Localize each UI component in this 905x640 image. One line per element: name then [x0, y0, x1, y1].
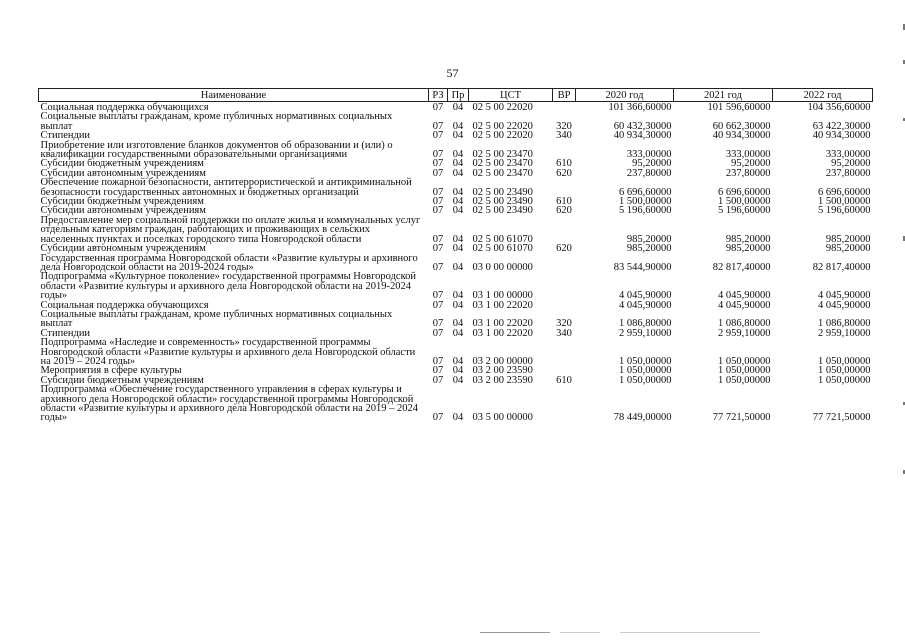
cell-pr: 04 — [452, 233, 464, 245]
cell-rz: 07 — [432, 205, 444, 217]
cell-vr: 610 — [556, 196, 572, 208]
cell-y2021: 237,80000 — [725, 167, 771, 179]
cell-pr: 04 — [452, 149, 464, 161]
cell-rz: 07 — [432, 374, 444, 386]
cell-rz: 07 — [432, 196, 444, 208]
cell-y2022: 4 045,90000 — [818, 290, 871, 302]
cell-vr: 620 — [556, 205, 572, 217]
table-row — [39, 112, 873, 131]
cell-pr: 04 — [452, 327, 464, 339]
cell-y2022: 5 196,60000 — [818, 205, 871, 217]
cell-rz: 07 — [432, 261, 444, 273]
table-row — [39, 385, 873, 423]
cell-vr: 620 — [556, 167, 572, 179]
cell-cst: 03 1 00 22020 — [472, 327, 533, 339]
cell-rz: 07 — [432, 167, 444, 179]
cell-cst: 02 5 00 23470 — [472, 167, 533, 179]
cell-pr: 04 — [452, 158, 464, 170]
cell-vr — [553, 301, 576, 310]
table-row — [39, 254, 873, 273]
header-name: Наименование — [39, 89, 429, 102]
cell-y2021: 40 934,30000 — [712, 130, 771, 142]
table-row — [39, 272, 873, 300]
table-row — [39, 141, 873, 160]
cell-y2021: 5 196,60000 — [718, 205, 771, 217]
cell-y2021: 77 721,50000 — [712, 412, 771, 424]
page-number: 57 — [446, 66, 459, 80]
cell-y2020: 333,00000 — [626, 149, 672, 161]
cell-vr — [553, 102, 576, 113]
cell-name: Субсидии автономным учреждениям — [40, 205, 206, 217]
cell-name: Социальная поддержка обучающихся — [40, 299, 209, 311]
header-2020: 2020 год — [576, 89, 674, 102]
cell-y2021: 333,00000 — [725, 149, 771, 161]
cell-cst: 02 5 00 22020 — [472, 130, 533, 142]
cell-y2020: 2 959,10000 — [619, 327, 672, 339]
cell-y2022: 1 050,00000 — [818, 365, 871, 377]
cell-y2022: 104 356,60000 — [807, 102, 871, 113]
table-header — [39, 89, 873, 102]
cell-y2022: 1 050,00000 — [818, 374, 871, 386]
cell-y2022: 95,20000 — [831, 158, 871, 170]
cell-y2022: 985,20000 — [825, 233, 871, 245]
cell-vr — [553, 385, 576, 423]
cell-y2022: 77 721,50000 — [812, 412, 871, 424]
cell-y2021: 60 662,30000 — [712, 120, 771, 132]
table-row — [39, 216, 873, 244]
cell-y2021: 1 086,80000 — [718, 318, 771, 330]
cell-y2020: 1 050,00000 — [619, 374, 672, 386]
cell-name: Социальные выплаты гражданам, кроме публичных нормативных социальных выплат — [40, 308, 393, 330]
cell-pr: 04 — [452, 412, 464, 424]
cell-y2020: 985,20000 — [626, 243, 672, 255]
cell-cst: 03 0 00 00000 — [472, 261, 533, 273]
cell-name: Подпрограмма «Обеспечение государственного управления в сферах культуры и архивного дела Новгородской области» государственной программы Новгородской области «Развитие культуры и архивного дела Новгородской области на 2019 – 2024 годы» — [40, 384, 418, 424]
cell-name: Стипендии — [40, 327, 91, 339]
cell-cst: 03 2 00 00000 — [472, 355, 533, 367]
cell-y2020: 78 449,00000 — [613, 412, 672, 424]
cell-pr: 04 — [452, 102, 464, 113]
header-cst: ЦСТ — [469, 89, 553, 102]
cell-y2020: 101 366,60000 — [608, 102, 672, 113]
cell-y2022: 6 696,60000 — [818, 186, 871, 198]
cell-y2021: 2 959,10000 — [718, 327, 771, 339]
cell-y2021: 4 045,90000 — [718, 299, 771, 311]
cell-name: Подпрограмма «Наследие и современность» государственной программы Новгородской области «Развитие культуры и архивного дела Новгородской области на 2019 – 2024 годы» — [40, 337, 416, 367]
cell-pr: 04 — [452, 374, 464, 386]
cell-cst: 02 5 00 23490 — [472, 205, 533, 217]
cell-rz: 07 — [432, 355, 444, 367]
cell-y2021: 95,20000 — [731, 158, 771, 170]
cell-y2020: 83 544,90000 — [613, 261, 672, 273]
cell-rz: 07 — [432, 412, 444, 424]
cell-rz: 07 — [432, 186, 444, 198]
cell-rz: 07 — [432, 158, 444, 170]
cell-y2020: 6 696,60000 — [619, 186, 672, 198]
table-row — [39, 178, 873, 197]
cell-y2022: 2 959,10000 — [818, 327, 871, 339]
header-2022: 2022 год — [773, 89, 873, 102]
cell-rz: 07 — [432, 149, 444, 161]
cell-pr: 04 — [452, 299, 464, 311]
cell-y2020: 1 050,00000 — [619, 355, 672, 367]
cell-y2021: 101 596,60000 — [707, 102, 771, 113]
cell-cst: 03 2 00 23590 — [472, 374, 533, 386]
cell-y2022: 82 817,40000 — [812, 261, 871, 273]
cell-pr: 04 — [452, 120, 464, 132]
cell-y2022: 4 045,90000 — [818, 299, 871, 311]
cell-name: Стипендии — [40, 130, 91, 142]
cell-name: Социальные выплаты гражданам, кроме публичных нормативных социальных выплат — [40, 111, 393, 132]
cell-y2022: 63 422,30000 — [812, 120, 871, 132]
cell-y2020: 1 086,80000 — [619, 318, 672, 330]
cell-y2021: 4 045,90000 — [718, 290, 771, 302]
cell-y2022: 333,00000 — [825, 149, 871, 161]
cell-cst: 03 2 00 23590 — [472, 365, 533, 377]
cell-cst: 03 1 00 22020 — [472, 299, 533, 311]
cell-vr — [553, 254, 576, 273]
cell-rz: 07 — [432, 290, 444, 302]
cell-y2021: 1 050,00000 — [718, 355, 771, 367]
cell-name: Обеспечение пожарной безопасности, антитеррористической и антикриминальной безопасности государственных автономных и бюджетных организаций — [40, 177, 412, 198]
cell-rz: 07 — [432, 299, 444, 311]
cell-y2021: 1 050,00000 — [718, 374, 771, 386]
cell-name: Мероприятия в сфере культуры — [40, 365, 182, 377]
cell-vr: 610 — [556, 158, 572, 170]
cell-pr: 04 — [452, 196, 464, 208]
cell-rz: 07 — [432, 120, 444, 132]
cell-cst: 03 1 00 00000 — [472, 290, 533, 302]
cell-y2021: 1 050,00000 — [718, 365, 771, 377]
cell-pr: 04 — [452, 290, 464, 302]
cell-vr — [553, 141, 576, 160]
header-rz: РЗ — [429, 89, 448, 102]
cell-name: Подпрограмма «Культурное поколение» государственной программы Новгородской области «Развитие культуры и архивного дела Новгородской области на 2019-2024 годы» — [40, 271, 417, 302]
cell-vr — [553, 178, 576, 197]
table-row — [39, 310, 873, 329]
cell-rz: 07 — [432, 102, 444, 113]
cell-pr: 04 — [452, 130, 464, 142]
cell-pr: 04 — [452, 261, 464, 273]
header-vr: ВР — [553, 89, 576, 102]
cell-name: Субсидии бюджетным учреждениям — [40, 158, 204, 170]
table-row — [39, 338, 873, 366]
cell-y2022: 985,20000 — [825, 243, 871, 255]
cell-cst: 03 1 00 22020 — [472, 318, 533, 330]
cell-y2020: 5 196,60000 — [619, 205, 672, 217]
cell-y2020: 40 934,30000 — [613, 130, 672, 142]
cell-y2022: 1 086,80000 — [818, 318, 871, 330]
cell-vr — [553, 216, 576, 244]
cell-cst: 02 5 00 22020 — [472, 102, 533, 113]
cell-cst: 02 5 00 23490 — [472, 186, 533, 198]
cell-y2021: 985,20000 — [725, 233, 771, 245]
cell-rz: 07 — [432, 327, 444, 339]
cell-vr — [553, 272, 576, 300]
cell-cst: 03 5 00 00000 — [472, 412, 533, 424]
cell-rz: 07 — [432, 130, 444, 142]
cell-pr: 04 — [452, 167, 464, 179]
budget-table — [38, 88, 873, 423]
cell-y2020: 95,20000 — [632, 158, 672, 170]
scan-bottom-line — [560, 632, 600, 633]
cell-vr: 320 — [556, 318, 572, 330]
cell-cst: 02 5 00 23470 — [472, 158, 533, 170]
cell-name: Приобретение или изготовление бланков документов об образовании и (или) о квалификации государственными образовательными организациями — [40, 139, 393, 161]
cell-name: Предоставление мер социальной поддержки по оплате жилья и коммунальных услуг отдельным категориям граждан, работающих и проживающих в сельских населенных пунктах и поселках городского типа Новгородской области — [40, 214, 421, 245]
cell-y2022: 40 934,30000 — [812, 130, 871, 142]
cell-y2021: 985,20000 — [725, 243, 771, 255]
cell-name: Государственная программа Новгородской области «Развитие культуры и архивного дела Новгородской области на 2019-2024 годы» — [40, 252, 418, 273]
cell-cst: 02 5 00 61070 — [472, 233, 533, 245]
cell-y2020: 1 500,00000 — [619, 196, 672, 208]
cell-vr: 340 — [556, 130, 572, 142]
cell-rz: 07 — [432, 233, 444, 245]
cell-y2020: 60 432,30000 — [613, 120, 672, 132]
cell-y2020: 237,80000 — [626, 167, 672, 179]
cell-pr: 04 — [452, 318, 464, 330]
cell-y2020: 4 045,90000 — [619, 299, 672, 311]
cell-rz: 07 — [432, 243, 444, 255]
cell-pr: 04 — [452, 205, 464, 217]
cell-pr: 04 — [452, 243, 464, 255]
header-pr: Пр — [448, 89, 469, 102]
cell-name: Субсидии бюджетным учреждениям — [40, 196, 204, 208]
cell-cst: 02 5 00 23470 — [472, 149, 533, 161]
cell-y2021: 82 817,40000 — [712, 261, 771, 273]
scan-bottom-line — [620, 632, 760, 633]
cell-name: Социальная поддержка обучающихся — [40, 102, 209, 113]
cell-vr: 610 — [556, 374, 572, 386]
cell-vr: 320 — [556, 120, 572, 132]
cell-y2022: 1 050,00000 — [818, 355, 871, 367]
cell-y2022: 1 500,00000 — [818, 196, 871, 208]
cell-vr — [553, 338, 576, 366]
header-2021: 2021 год — [674, 89, 773, 102]
cell-y2020: 1 050,00000 — [619, 365, 672, 377]
cell-pr: 04 — [452, 355, 464, 367]
cell-y2020: 985,20000 — [626, 233, 672, 245]
cell-cst: 02 5 00 22020 — [472, 120, 533, 132]
cell-vr: 620 — [556, 243, 572, 255]
cell-y2020: 4 045,90000 — [619, 290, 672, 302]
cell-pr: 04 — [452, 365, 464, 377]
table-body — [39, 102, 873, 423]
cell-cst: 02 5 00 61070 — [472, 243, 533, 255]
cell-name: Субсидии автономным учреждениям — [40, 167, 206, 179]
cell-rz: 07 — [432, 365, 444, 377]
cell-cst: 02 5 00 23490 — [472, 196, 533, 208]
cell-vr: 340 — [556, 327, 572, 339]
cell-name: Субсидии автономным учреждениям — [40, 243, 206, 255]
cell-rz: 07 — [432, 318, 444, 330]
cell-pr: 04 — [452, 186, 464, 198]
cell-y2022: 237,80000 — [825, 167, 871, 179]
scan-bottom-line — [480, 632, 550, 633]
cell-y2021: 1 500,00000 — [718, 196, 771, 208]
cell-y2021: 6 696,60000 — [718, 186, 771, 198]
cell-name: Субсидии бюджетным учреждениям — [40, 374, 204, 386]
